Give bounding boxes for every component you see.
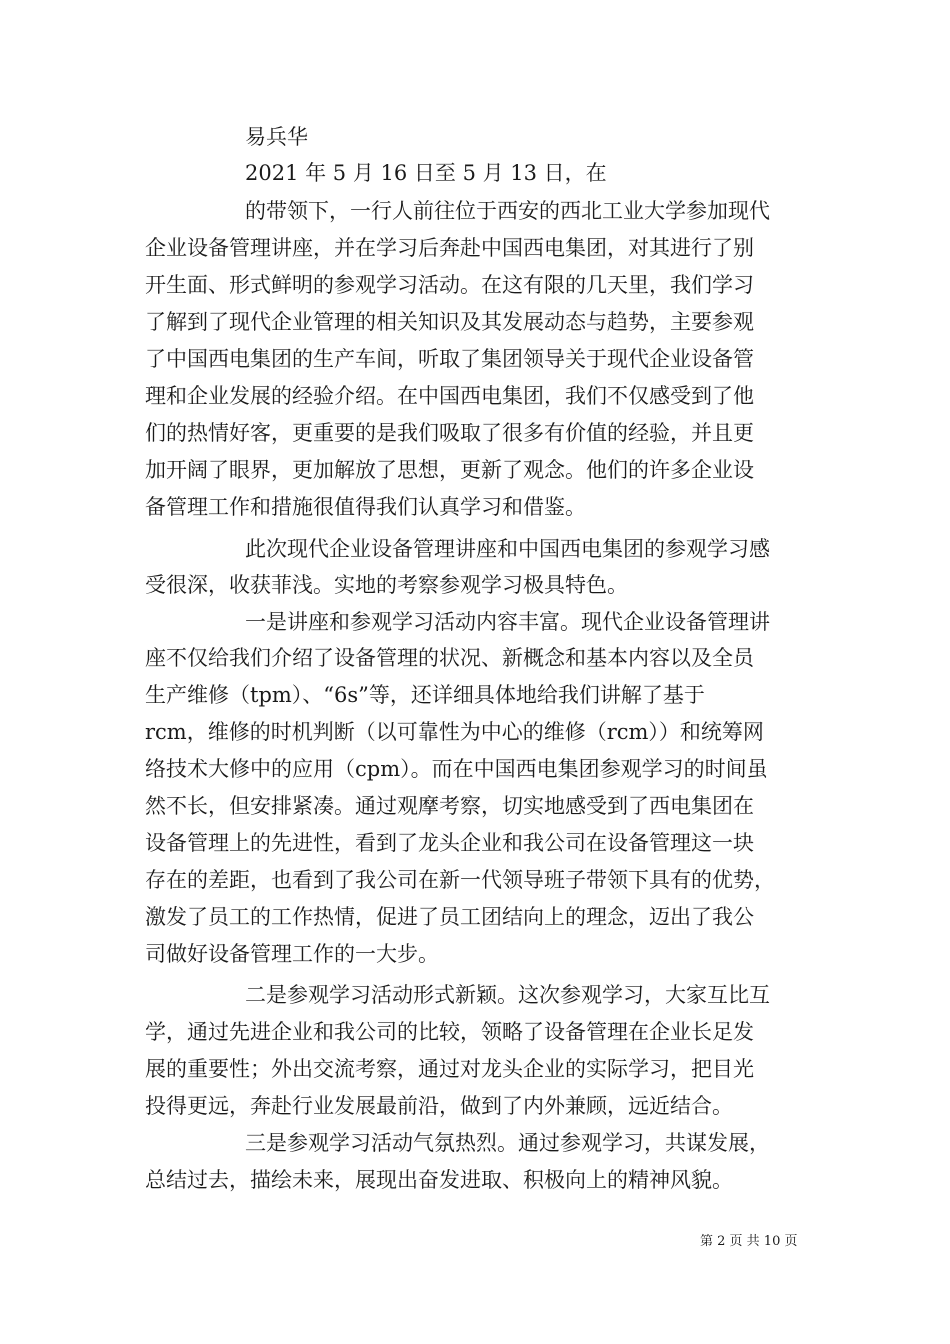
paragraph-line: 三是参观学习活动气氛热烈。通过参观学习，共谋发展，: [245, 1131, 770, 1155]
paragraph-line: rcm，维修的时机判断（以可靠性为中心的维修（rcm））和统筹网: [145, 720, 764, 744]
author-line: 易兵华: [245, 125, 308, 149]
paragraph-line: 们的热情好客，更重要的是我们吸取了很多有价值的经验，并且更: [145, 421, 754, 445]
paragraph-line: 激发了员工的工作热情，促进了员工团结向上的理念，迈出了我公: [145, 905, 754, 929]
paragraph-line: 总结过去，描绘未来，展现出奋发进取、积极向上的精神风貌。: [145, 1168, 733, 1192]
paragraph-line: 一是讲座和参观学习活动内容丰富。现代企业设备管理讲: [245, 610, 770, 634]
paragraph-line: 络技术大修中的应用（cpm）。而在中国西电集团参观学习的时间虽: [145, 757, 768, 781]
paragraph-line: 此次现代企业设备管理讲座和中国西电集团的参观学习感: [245, 537, 770, 561]
paragraph-line: 受很深，收获菲浅。实地的考察参观学习极具特色。: [145, 573, 628, 597]
paragraph-line: 座不仅给我们介绍了设备管理的状况、新概念和基本内容以及全员: [145, 646, 754, 670]
date-line: 2021 年 5 月 16 日至 5 月 13 日，在: [245, 161, 607, 185]
paragraph-line: 存在的差距，也看到了我公司在新一代领导班子带领下具有的优势，: [145, 868, 775, 892]
paragraph-line: 理和企业发展的经验介绍。在中国西电集团，我们不仅感受到了他: [145, 384, 754, 408]
paragraph-line: 备管理工作和措施很值得我们认真学习和借鉴。: [145, 495, 586, 519]
paragraph-line: 加开阔了眼界，更加解放了思想，更新了观念。他们的许多企业设: [145, 458, 754, 482]
paragraph-line: 了中国西电集团的生产车间，听取了集团领导关于现代企业设备管: [145, 347, 754, 371]
paragraph-line: 司做好设备管理工作的一大步。: [145, 942, 439, 966]
paragraph-line: 学，通过先进企业和我公司的比较，领略了设备管理在企业长足发: [145, 1020, 754, 1044]
paragraph-line: 设备管理上的先进性，看到了龙头企业和我公司在设备管理这一块: [145, 831, 754, 855]
paragraph-line: 然不长，但安排紧凑。通过观摩考察，切实地感受到了西电集团在: [145, 794, 754, 818]
paragraph-line: 展的重要性；外出交流考察，通过对龙头企业的实际学习，把目光: [145, 1057, 754, 1081]
paragraph-line: 了解到了现代企业管理的相关知识及其发展动态与趋势，主要参观: [145, 310, 754, 334]
paragraph-line: 开生面、形式鲜明的参观学习活动。在这有限的几天里，我们学习: [145, 273, 754, 297]
paragraph-line: 投得更远，奔赴行业发展最前沿，做到了内外兼顾，远近结合。: [145, 1094, 733, 1118]
paragraph-line: 二是参观学习活动形式新颖。这次参观学习，大家互比互: [245, 983, 770, 1007]
paragraph-line: 企业设备管理讲座，并在学习后奔赴中国西电集团，对其进行了别: [145, 236, 754, 260]
paragraph-line: 生产维修（tpm）、“6s”等，还详细具体地给我们讲解了基于: [145, 683, 705, 707]
page-number: 第 2 页 共 10 页: [700, 1234, 798, 1249]
paragraph-line: 的带领下，一行人前往位于西安的西北工业大学参加现代: [245, 199, 770, 223]
